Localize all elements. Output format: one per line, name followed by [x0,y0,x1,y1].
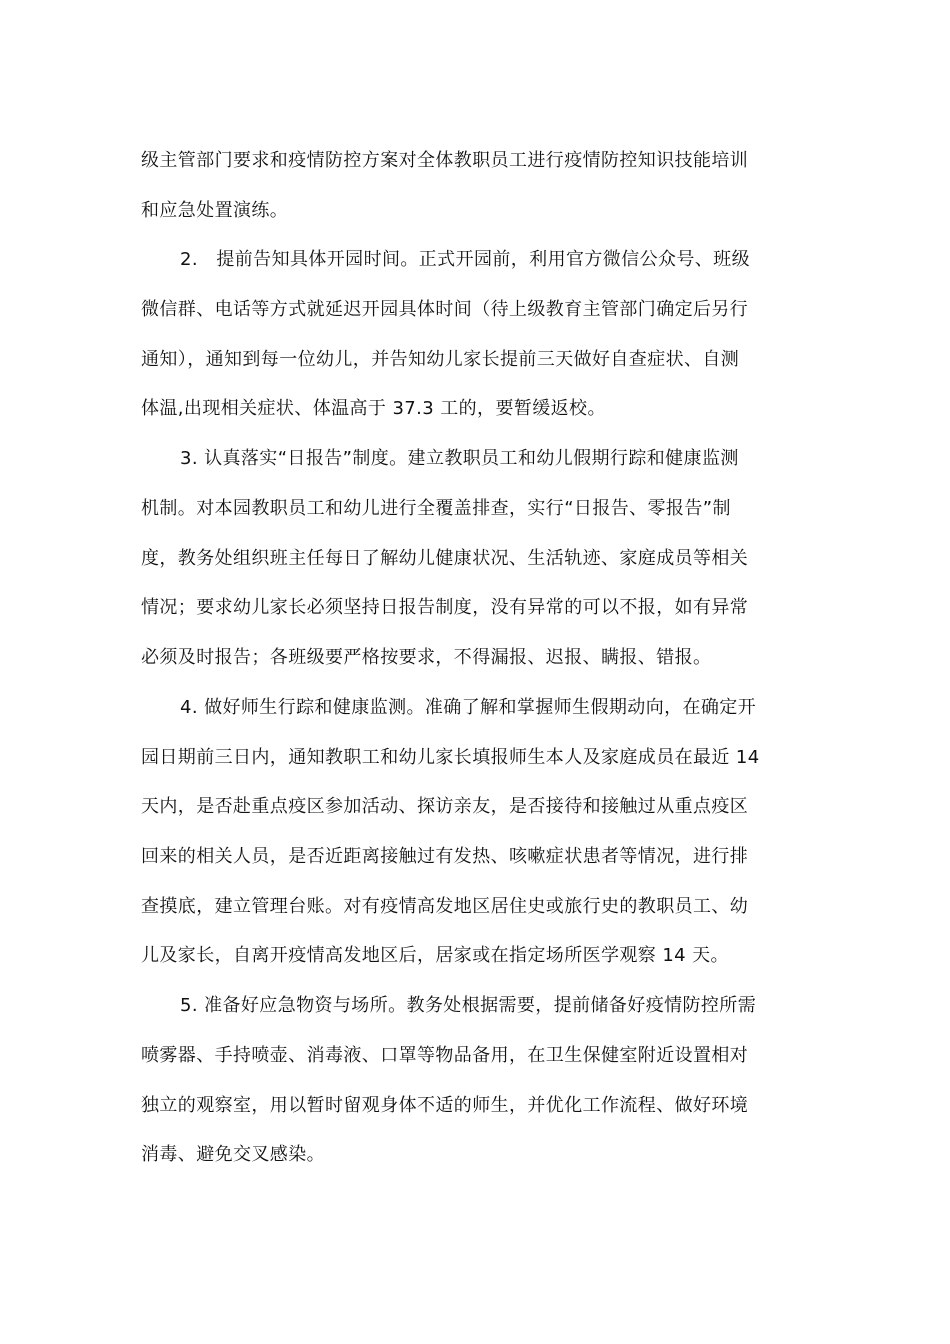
text-line: 通知），通知到每一位幼儿，并告知幼儿家长提前三天做好自查症状、自测 [141,349,740,370]
text-line: 级主管部门要求和疫情防控方案对全体教职员工进行疫情防控知识技能培训 [141,150,749,171]
text-line: 微信群、电话等方式就延迟开园具体时间（待上级教育主管部门确定后另行 [141,299,749,320]
text-line: 儿及家长，自离开疫情高发地区后，居家或在指定场所医学观察 14 天。 [141,945,729,966]
text-line: 必须及时报告；各班级要严格按要求，不得漏报、迟报、瞒报、错报。 [141,647,712,668]
text-line: 2. 提前告知具体开园时间。正式开园前，利用官方微信公众号、班级 [180,249,750,270]
text-line: 度，教务处组织班主任每日了解幼儿健康状况、生活轨迹、家庭成员等相关 [141,548,749,569]
text-line: 5. 准备好应急物资与场所。教务处根据需要，提前储备好疫情防控所需 [180,995,757,1016]
text-line: 天内，是否赴重点疫区参加活动、探访亲友，是否接待和接触过从重点疫区 [141,796,749,817]
text-line: 查摸底，建立管理台账。对有疫情高发地区居住史或旅行史的教职员工、幼 [141,896,749,917]
text-line: 3. 认真落实“日报告”制度。建立教职员工和幼儿假期行踪和健康监测 [180,448,739,469]
text-line: 消毒、避免交叉感染。 [141,1144,325,1165]
text-line: 机制。对本园教职员工和幼儿进行全覆盖排查，实行“日报告、零报告”制 [141,498,731,519]
text-line: 和应急处置演练。 [141,200,289,221]
text-line: 独立的观察室，用以暂时留观身体不适的师生，并优化工作流程、做好环境 [141,1095,749,1116]
text-line: 喷雾器、手持喷壶、消毒液、口罩等物品备用，在卫生保健室附近设置相对 [141,1045,749,1066]
text-line: 4. 做好师生行踪和健康监测。准确了解和掌握师生假期动向，在确定开 [180,697,757,718]
text-line: 回来的相关人员，是否近距离接触过有发热、咳嗽症状患者等情况，进行排 [141,846,749,867]
text-line: 体温,出现相关症状、体温高于 37.3 工的，要暂缓返校。 [141,398,606,419]
text-line: 情况；要求幼儿家长必须坚持日报告制度，没有异常的可以不报，如有异常 [141,597,749,618]
text-line: 园日期前三日内，通知教职工和幼儿家长填报师生本人及家庭成员在最近 14 [141,747,760,768]
